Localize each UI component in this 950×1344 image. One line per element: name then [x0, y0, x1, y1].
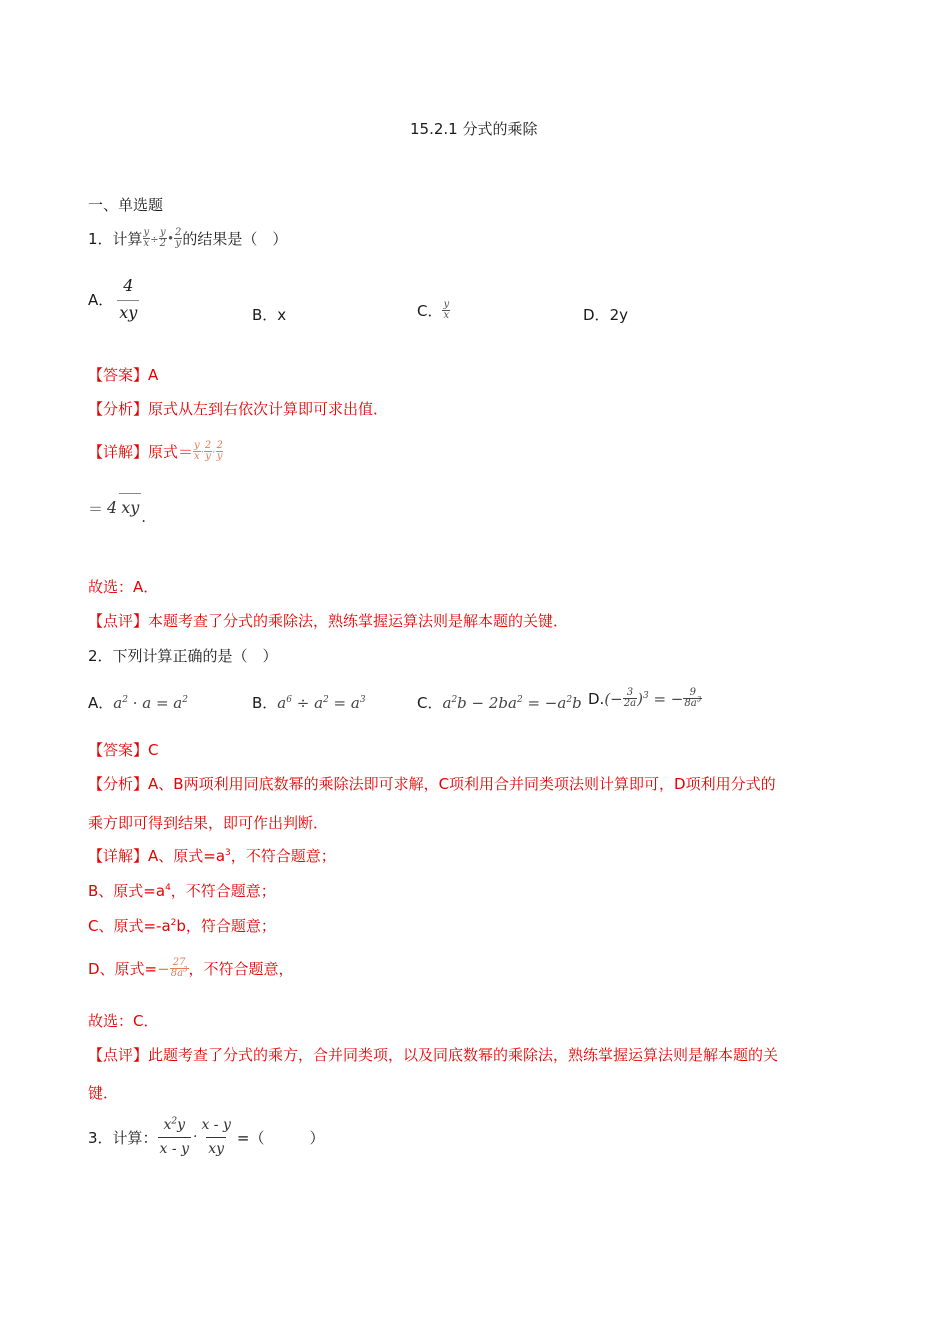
- q1-result: ＝ 4 xy .: [88, 490, 146, 526]
- question-1-suffix: 的结果是（ ）: [182, 230, 288, 248]
- q1-analysis: 【分析】原式从左到右依次计算即可求出值．: [88, 400, 389, 418]
- q1-option-c: C． $\frac{y}{x}$: [417, 299, 450, 321]
- q2-comment-line-2: 键．: [88, 1084, 119, 1102]
- q1-frac-3: $\frac{2}{y}$: [175, 227, 182, 249]
- q1-option-d: D．2y: [583, 306, 628, 324]
- q2-option-b: B．$a^6 \div a^2 = a^3$: [252, 694, 366, 712]
- q3-frac-2: $\frac{x - y}{xy}$: [201, 1117, 231, 1157]
- q2-option-d: D.(− $\frac{3}{2a}$ )$^3$ = − $\frac{9}{8a^3}$: [588, 687, 702, 709]
- question-3-stem: 3．计算： $\frac{x^2y}{x - y}$ · $\frac{x - y}{xy}$ =（ ）: [88, 1116, 325, 1157]
- q2-detail-b: B、原式$=a^4$，不符合题意；: [88, 882, 276, 900]
- question-1-stem: 1．计算 $\frac{y}{x}$ ÷ $\frac{y}{2}$ • $\frac{2}{y}$ 的结果是（ ）: [88, 227, 288, 249]
- q2-analysis-line-2: 乘方即可得到结果，即可作出判断．: [88, 814, 329, 832]
- page-title: 15.2.1 分式的乘除: [410, 120, 538, 138]
- q2-choose: 故选：C．: [88, 1012, 159, 1030]
- q2-detail-d: D、原式=− $\frac{27}{8a^3}$ ，不符合题意，: [88, 957, 294, 979]
- q1-choose: 故选：A．: [88, 578, 159, 596]
- q3-frac-1: $\frac{x^2y}{x - y}$: [159, 1116, 189, 1157]
- q1-answer: 【答案】A: [88, 366, 159, 384]
- q1-detail: 【详解】原式＝ $\frac{y}{x}$ · $\frac{2}{y}$ · $\frac{2}{y}$: [88, 440, 223, 462]
- q2-option-a: A．$a^2 \cdot a = a^2$: [88, 694, 188, 712]
- q2-comment-line-1: 【点评】此题考查了分式的乘方，合并同类项，以及同底数幂的乘除法，熟练掌握运算法则是解本题的关: [88, 1046, 779, 1064]
- q1-comment: 【点评】本题考查了分式的乘除法，熟练掌握运算法则是解本题的关键．: [88, 612, 569, 630]
- q1-option-b: B．x: [252, 306, 287, 324]
- section-heading: 一、单选题: [88, 196, 164, 214]
- q2-detail-c: C、原式$=-a^2b$，符合题意；: [88, 917, 276, 935]
- q1-frac-2: $\frac{y}{2}$: [159, 227, 166, 249]
- q2-option-c: C．$a^2b - 2ba^2 = -a^2b$: [417, 694, 582, 712]
- q1-frac-1: $\frac{y}{x}$: [143, 227, 150, 249]
- question-1-prefix: 1．计算: [88, 230, 143, 248]
- q2-answer: 【答案】C: [88, 741, 159, 759]
- q1-option-a: A． $\frac{4}{xy}$: [88, 276, 138, 322]
- q2-analysis-line-1: 【分析】A、B两项利用同底数幂的乘除法即可求解，C项利用合并同类项法则计算即可，D项利用分式的: [88, 775, 776, 793]
- question-2-stem: 2．下列计算正确的是（ ）: [88, 647, 278, 665]
- q2-detail-a: 【详解】A、原式$=a^3$，不符合题意；: [88, 847, 336, 865]
